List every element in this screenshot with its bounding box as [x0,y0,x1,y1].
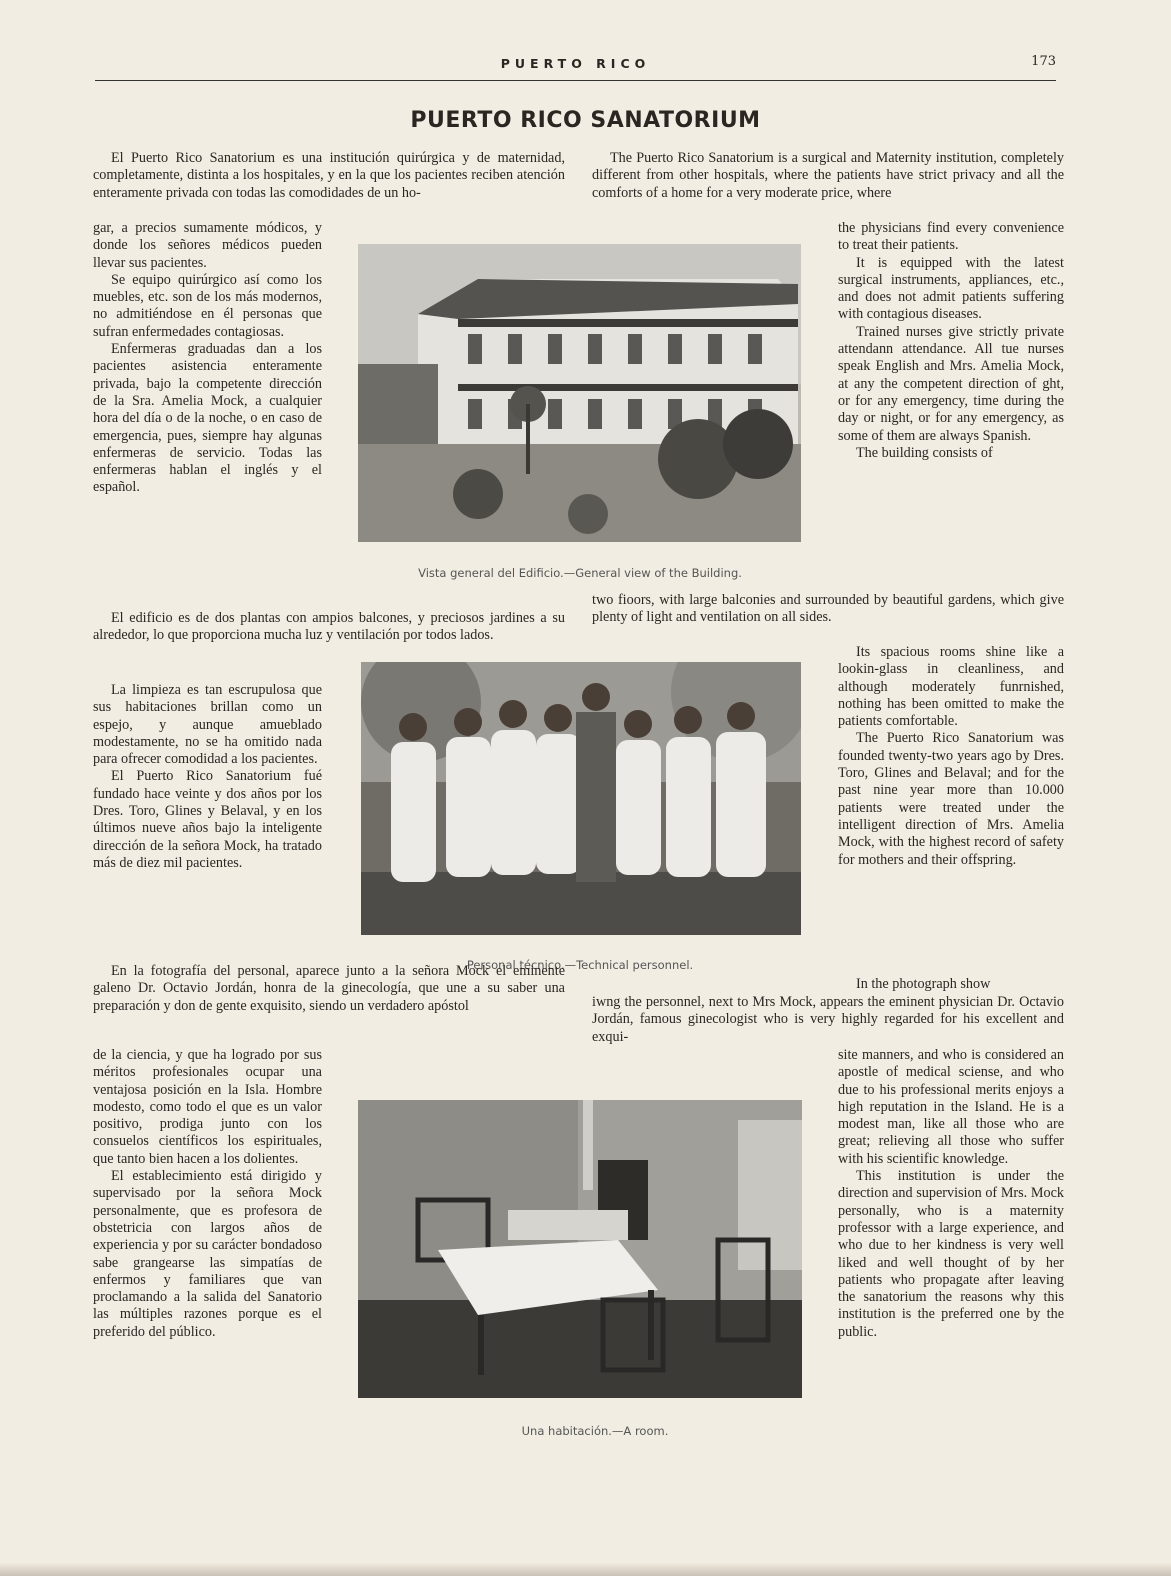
spanish-p8: El establecimiento está dirigido y supervisado por la señora Mock personalmente, que es profesora de obstetricia con largos años de experiencia y por su carácter bondadoso sabe grangearse las simpatías de enfermos y familiares que van proclamando a la salida del Sanatorio las múltiples razones porque es el preferido del público. [93,1168,322,1340]
english-intro-block [592,150,1064,202]
page-header [95,50,1056,81]
english-p2: It is equipped with the latest surgical instruments, appliances, etc., and does not admit patients suffering with contagious diseases. [838,254,1064,323]
room-caption: Una habitación.—A room. [521,1424,669,1438]
building-caption: Vista general del Edificio.—General view of the Building. [418,566,742,580]
spanish-p3: Enfermeras graduadas dan a los pacientes asistencia enteramente privada, bajo la competente dirección de la Sra. Amelia Mock, a cualquier hora del día o de la noche, o en caso de emergencia, pues, siempre hay algunas enfermeras de servicio. Todas las enfermeras hablan el inglés y el español. [93,341,322,496]
spanish-p7-wide [93,963,565,1015]
english-p7-cont: site manners, and who is considered an apostle of medical sciense, and who due to his professional merits enjoys a high reputation in the Island. He is a modest man, like all those who are great; relieving all those who suffer with his scientific knowledge. [838,1047,1064,1167]
spanish-column-top [93,220,322,497]
english-p6: The Puerto Rico Sanatorium was founded twenty-two years ago by Dres. Toro, Glines and Belaval; and for the past nine year more than 10.000 patients were treated under the intelligent direction of Mrs. Amelia Mock, with the highest record of safety for mothers and their offspring. [838,730,1064,868]
spanish-p7: En la fotografía del personal, aparece junto a la señora Mock el eminente galeno Dr. Octavio Jordán, honra de la ginecología, que une a su saber una preparación y don de gente exquisito, siendo un verdadero apóstol [93,963,565,1014]
spanish-p5: La limpieza es tan escrupulosa que sus habitaciones brillan como un espejo, y aunque amueblado modestamente, no se ha omitido nada para ofrecer comodidad a los pacientes. [93,682,322,768]
english-intro: The Puerto Rico Sanatorium is a surgical and Maternity institution, completely different from other hospitals, where the patients have strict privacy and all the comforts of a home for a very moderate price, where [592,150,1064,201]
spanish-p2: Se equipo quirúrgico así como los muebles, etc. son de los más modernos, no admitiéndose en él personas que sufran enfermedades contagiosas. [93,271,322,340]
room-photo [358,1100,802,1398]
spanish-p4: El edificio es de dos plantas con ampios balcones, y preciosos jardines a su alrededor, lo que proporciona mucha luz y ventilación por todos lados. [93,610,565,644]
english-p4-b: two fioors, with large balconies and surrounded by beautiful gardens, which give plenty of light and ventilation on all sides. [592,592,1064,626]
article-title: PUERTO RICO SANATORIUM [410,108,761,133]
english-p5: Its spacious rooms shine like a lookin-glass in cleanliness, and although moderately funrnished, nothing has been omitted to make the patients comfortable. [838,644,1064,730]
building-photo [358,244,801,542]
english-column-middle [838,644,1064,869]
english-p3: Trained nurses give strictly private attendann attendance. All tue nurses speak English and Mrs. Amelia Mock, at any the competent direction of ght, or for any emergency, time during the day or night, or for any emergency, as some of them are always Spanish. [838,323,1064,444]
spanish-intro: El Puerto Rico Sanatorium es una institución quirúrgica y de maternidad, completamente, distinta a los hospitales, y en la que los pacientes reciben atención enteramente privada con todas las comodidades de un ho- [93,150,565,201]
english-p4-a: The building consists of [856,444,993,461]
personnel-photo [361,662,801,935]
english-column-top [838,220,1064,462]
english-column-bottom [838,1047,1064,1341]
spanish-p1-cont: gar, a precios sumamente módicos, y donde los señores médicos pueden llevar sus pacientes. [93,220,322,271]
spanish-p6: El Puerto Rico Sanatorium fué fundado hace veinte y dos años por los Dres. Toro, Glines y Belaval, y en los últimos nueve años bajo la inteligente dirección de la señora Mock, ha tratado más de diez mil pacientes. [93,768,322,871]
page-number: 173 [1031,54,1056,69]
english-p1-cont: the physicians find every convenience to treat their patients. [838,220,1064,254]
english-p7-b: iwng the personnel, next to Mrs Mock, appears the eminent physician Dr. Octavio Jordán, famous ginecologist who is very highly regarded for his excellent and exqui- [592,994,1064,1045]
english-p7-wide [592,994,1064,1046]
spanish-middle-block [93,610,565,645]
personnel-caption: Personal técnico.—Technical personnel. [466,958,694,972]
spanish-intro-block [93,150,565,202]
english-p7-a-block [838,976,1064,993]
spanish-p7-cont: de la ciencia, y que ha logrado por sus méritos profesionales ocupar una ventajosa posición en la Isla. Hombre modesto, como todo el que es un valor positivo, prodiga junto con los consuelos científicos los espirituales, que tanto bien hacen a los dolientes. [93,1047,322,1167]
english-middle-block [592,592,1064,627]
spanish-column-middle [93,682,322,872]
english-p7-a: In the photograph show [856,976,991,992]
running-title: PUERTO RICO [500,56,651,71]
spanish-column-bottom [93,1047,322,1341]
english-p8: This institution is under the direction and supervision of Mrs. Mock personally, who is a maternity professor with a large experience, and who due to her kindness is very well liked and well thought of by her patients who propagate after leaving the sanatorium the reasons why this institution is the preferred one by the public. [838,1168,1064,1340]
page-bottom-edge [0,1562,1171,1576]
